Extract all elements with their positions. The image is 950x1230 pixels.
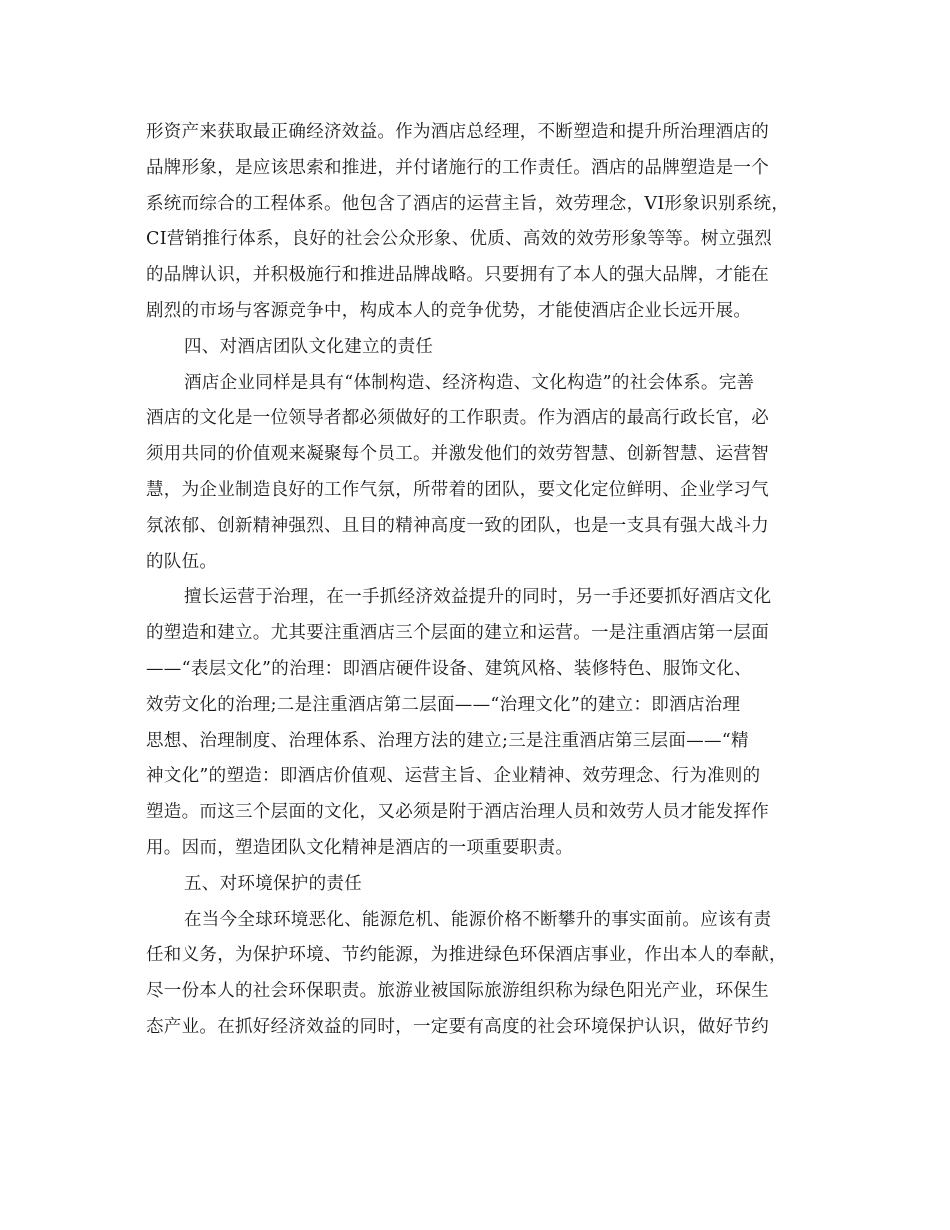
text-line: 氛浓郁、创新精神强烈、且目的精神高度一致的团队，也是一支具有强大战斗力 bbox=[146, 515, 769, 536]
text-line: 擅长运营于治理，在一手抓经济效益提升的同时，另一手还要抓好酒店文化 bbox=[184, 587, 772, 608]
section-heading: 四、对酒店团队文化建立的责任 bbox=[184, 336, 434, 357]
text-line: 任和义务，为保护环境、节约能源，为推进绿色环保酒店事业，作出本人的奉献， bbox=[146, 945, 787, 966]
text-line: 须用共同的价值观来凝聚每个员工。并激发他们的效劳智慧、创新智慧、运营智 bbox=[146, 444, 769, 465]
text-line: 态产业。在抓好经济效益的同时，一定要有高度的社会环境保护认识，做好节约 bbox=[146, 1016, 769, 1037]
text-line: 形资产来获取最正确经济效益。作为酒店总经理，不断塑造和提升所治理酒店的 bbox=[146, 122, 769, 142]
text-line: 神文化”的塑造：即酒店价值观、运营主旨、企业精神、效劳理念、行为准则的 bbox=[146, 766, 761, 787]
text-line: 塑造。而这三个层面的文化，又必须是附于酒店治理人员和效劳人员才能发挥作 bbox=[146, 802, 769, 823]
text-line: 效劳文化的治理;二是注重酒店第二层面——“治理文化”的建立：即酒店治理 bbox=[146, 694, 741, 715]
section-heading: 五、对环境保护的责任 bbox=[184, 873, 362, 894]
text-line: 品牌形象，是应该思索和推进，并付诸施行的工作责任。酒店的品牌塑造是一个 bbox=[146, 157, 769, 178]
text-line: 酒店企业同样是具有“体制构造、经济构造、文化构造”的社会体系。完善 bbox=[184, 372, 755, 393]
text-line: 尽一份本人的社会环保职责。旅游业被国际旅游组织称为绿色阳光产业，环保生 bbox=[146, 981, 769, 1002]
text-line: 酒店的文化是一位领导者都必须做好的工作职责。作为酒店的最高行政长官，必 bbox=[146, 408, 769, 429]
text-line: 剧烈的市场与客源竞争中，构成本人的竞争优势，才能使酒店企业长远开展。 bbox=[146, 300, 752, 321]
text-line: 思想、治理制度、治理体系、治理方法的建立;三是注重酒店第三层面——“精 bbox=[146, 730, 749, 751]
text-line: 的塑造和建立。尤其要注重酒店三个层面的建立和运营。一是注重酒店第一层面 bbox=[146, 623, 769, 644]
text-line: 用。因而，塑造团队文化精神是酒店的一项重要职责。 bbox=[146, 837, 574, 858]
text-line: CI营销推行体系，良好的社会公众形象、优质、高效的效劳形象等等。树立强烈 bbox=[146, 229, 773, 250]
text-line: 系统而综合的工程体系。他包含了酒店的运营主旨，效劳理念，VI形象识别系统， bbox=[146, 193, 790, 214]
document-body bbox=[146, 115, 816, 1046]
text-line: ——“表层文化”的治理：即酒店硬件设备、建筑风格、装修特色、服饰文化、 bbox=[146, 658, 752, 679]
text-line: 的品牌认识，并积极施行和推进品牌战略。只要拥有了本人的强大品牌，才能在 bbox=[146, 265, 769, 286]
text-line: 在当今全球环境恶化、能源危机、能源价格不断攀升的事实面前。应该有责 bbox=[184, 909, 772, 930]
text-line: 的队伍。 bbox=[146, 551, 218, 572]
text-line: 慧，为企业制造良好的工作气氛，所带着的团队，要文化定位鲜明、企业学习气 bbox=[146, 479, 769, 500]
